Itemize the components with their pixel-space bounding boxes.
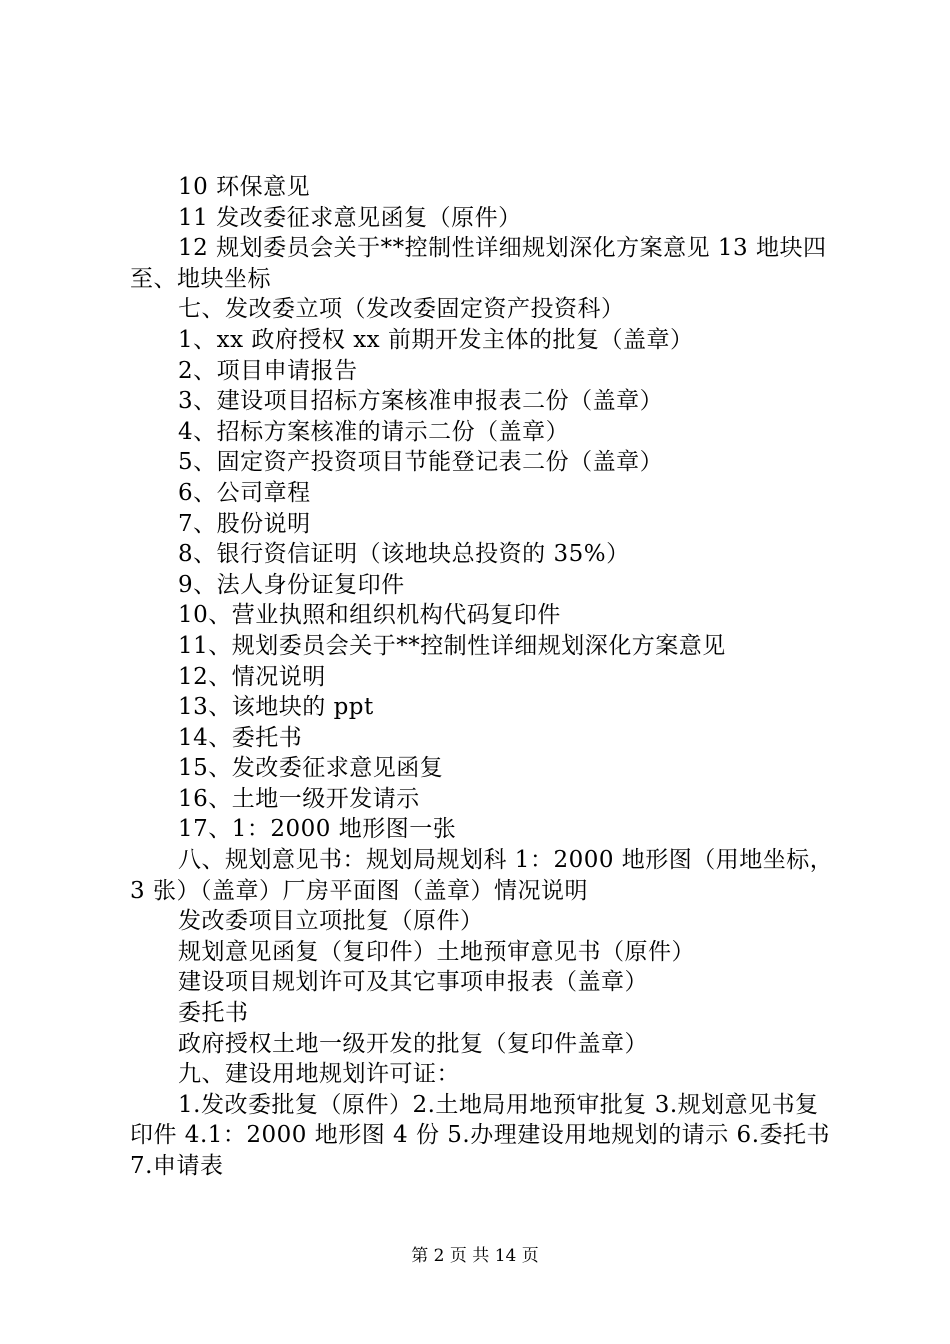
paragraph: 1.发改委批复（原件）2.土地局用地预审批复 3.规划意见书复印件 4.1：2000 地形图 4 份 5.办理建设用地规划的请示 6.委托书 7.申请表 — [130, 1091, 830, 1179]
paragraph: 政府授权土地一级开发的批复（复印件盖章） — [178, 1030, 648, 1057]
document-body — [130, 172, 835, 1182]
paragraph: 11 发改委征求意见函复（原件） — [178, 204, 522, 231]
section-heading: 七、发改委立项（发改委固定资产投资科） — [178, 296, 625, 323]
list-item: 3、建设项目招标方案核准申报表二份（盖章） — [178, 388, 664, 415]
list-item: 17、1：2000 地形图一张 — [178, 816, 457, 843]
list-item: 7、股份说明 — [178, 510, 311, 537]
list-item: 11、规划委员会关于**控制性详细规划深化方案意见 — [178, 632, 726, 659]
list-item: 2、项目申请报告 — [178, 357, 358, 384]
list-item: 16、土地一级开发请示 — [178, 785, 420, 812]
list-item: 6、公司章程 — [178, 479, 311, 506]
paragraph: 委托书 — [178, 1000, 249, 1027]
list-item: 15、发改委征求意见函复 — [178, 755, 444, 782]
list-item: 10、营业执照和组织机构代码复印件 — [178, 602, 561, 629]
paragraph: 10 环保意见 — [178, 174, 311, 200]
page-number-footer: 第 2 页 共 14 页 — [411, 1246, 539, 1266]
section-heading: 九、建设用地规划许可证： — [178, 1061, 460, 1088]
list-item: 13、该地块的 ppt — [178, 694, 374, 721]
list-item: 1、xx 政府授权 xx 前期开发主体的批复（盖章） — [178, 326, 694, 353]
list-item: 12、情况说明 — [178, 663, 326, 690]
list-item: 8、银行资信证明（该地块总投资的 35%） — [178, 541, 630, 568]
paragraph: 建设项目规划许可及其它事项申报表（盖章） — [178, 969, 648, 996]
list-item: 9、法人身份证复印件 — [178, 571, 405, 598]
list-item: 4、招标方案核准的请示二份（盖章） — [178, 418, 570, 445]
paragraph: 12 规划委员会关于**控制性详细规划深化方案意见 13 地块四至、地块坐标 — [130, 235, 827, 292]
list-item: 5、固定资产投资项目节能登记表二份（盖章） — [178, 449, 664, 476]
paragraph: 规划意见函复（复印件）土地预审意见书（原件） — [178, 938, 695, 965]
list-item: 14、委托书 — [178, 724, 303, 751]
paragraph: 发改委项目立项批复（原件） — [178, 908, 484, 935]
section-heading: 八、规划意见书：规划局规划科 1：2000 地形图（用地坐标，3 张）（盖章）厂房平面图（盖章）情况说明 — [130, 847, 834, 904]
